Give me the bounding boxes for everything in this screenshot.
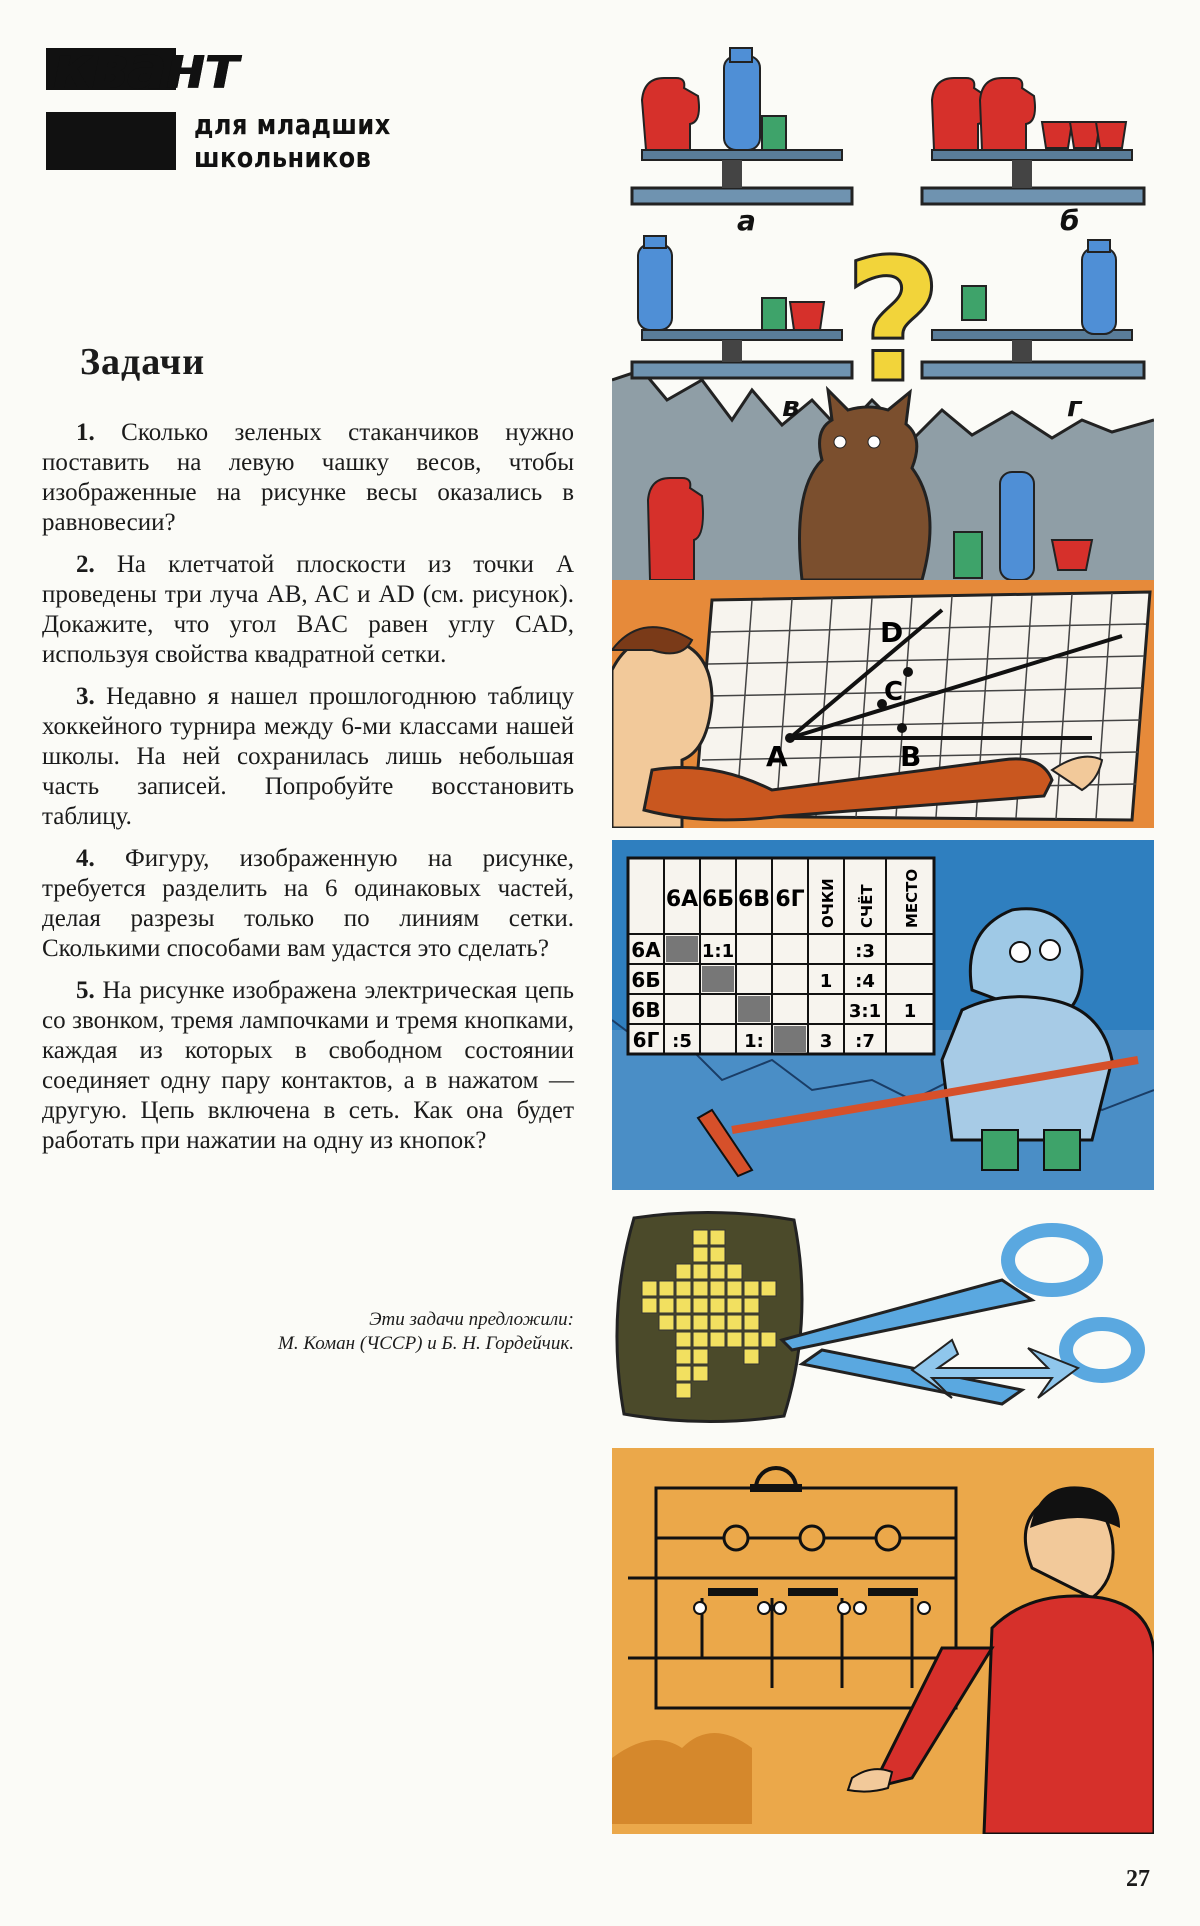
section-title: Задачи bbox=[80, 341, 206, 383]
figure-square bbox=[727, 1332, 742, 1347]
figure-square bbox=[693, 1298, 708, 1313]
figure-square bbox=[676, 1366, 691, 1381]
figure-square bbox=[727, 1281, 742, 1296]
figure-square bbox=[710, 1264, 725, 1279]
problem-1: 1. Сколько зеленых стаканчиков нужно поставить на левую чашку весов, чтобы изображенные на рисунке весы оказались в равновесии? bbox=[42, 419, 574, 536]
table-cell: 1: bbox=[744, 1031, 764, 1052]
table-header: 6Б bbox=[701, 887, 735, 912]
hockey-table-illustration bbox=[612, 840, 1154, 1190]
problem-3: 3. Недавно я нашел прошлогоднюю таблицу хоккейного турнира между 6-ми классами нашей школы. На ней сохранилась лишь небольшая часть записей. Попробуйте восстановить таблицу. bbox=[42, 683, 575, 830]
point-A: A bbox=[766, 740, 788, 773]
figure-square bbox=[676, 1349, 691, 1364]
table-header: ОЧКИ bbox=[819, 878, 837, 928]
table-cell: 3 bbox=[819, 1031, 833, 1052]
label-a: а bbox=[737, 204, 756, 237]
diagonal-cell bbox=[666, 936, 698, 962]
table-header: 6Г bbox=[775, 887, 805, 912]
table-header: СЧЁТ bbox=[858, 884, 876, 928]
figure-square bbox=[744, 1332, 759, 1347]
figure-square bbox=[676, 1298, 691, 1313]
point-B: B bbox=[900, 740, 922, 773]
figure-square bbox=[693, 1247, 708, 1262]
table-cell: 6Б bbox=[631, 968, 661, 992]
table-cell: :3 bbox=[855, 941, 875, 962]
label-g: г bbox=[1067, 390, 1082, 423]
table-cell: 1:1 bbox=[701, 941, 735, 962]
button-icons bbox=[708, 1588, 918, 1596]
table-cell: 6Г bbox=[632, 1028, 660, 1052]
table-cell: 1 bbox=[819, 971, 833, 992]
figure-square bbox=[676, 1315, 691, 1330]
figure-square bbox=[761, 1332, 776, 1347]
credit-line-1: Эти задачи предложили: bbox=[369, 1309, 574, 1330]
figure-square bbox=[744, 1315, 759, 1330]
table-cell: :4 bbox=[855, 971, 875, 992]
table-cell: 1 bbox=[903, 1001, 917, 1022]
figure-square bbox=[659, 1281, 674, 1296]
figure-square bbox=[744, 1298, 759, 1313]
figure-scissors-illustration bbox=[612, 1200, 1154, 1430]
figure-square bbox=[693, 1315, 708, 1330]
logo-block-bottom bbox=[46, 112, 176, 170]
figure-square bbox=[727, 1315, 742, 1330]
logo-subtitle: для младших школьников bbox=[194, 108, 391, 174]
figure-square bbox=[659, 1298, 674, 1313]
figure-square bbox=[693, 1332, 708, 1347]
label-v: в bbox=[782, 390, 800, 423]
diagonal-cell bbox=[774, 1026, 806, 1052]
table-header: 6В bbox=[737, 887, 771, 912]
figure-square bbox=[744, 1281, 759, 1296]
figure-square bbox=[642, 1298, 657, 1313]
figure-square bbox=[676, 1281, 691, 1296]
figure-square bbox=[710, 1315, 725, 1330]
diagonal-cell bbox=[702, 966, 734, 992]
figure-square bbox=[727, 1298, 742, 1313]
table-cell: 6А bbox=[631, 938, 661, 962]
table-header: МЕСТО bbox=[903, 868, 921, 928]
problem-2: 2. На клетчатой плоскости из точки A проведены три луча AB, AC и AD (см. рисунок). Докажите, что угол BAC равен углу CAD, используя свойства квадратной сетки. bbox=[42, 551, 574, 668]
figure-square bbox=[676, 1383, 691, 1398]
figure-square bbox=[710, 1230, 725, 1245]
figure-square bbox=[659, 1315, 674, 1330]
figure-square bbox=[693, 1281, 708, 1296]
diagonal-cell bbox=[738, 996, 770, 1022]
problem-list bbox=[42, 418, 574, 1168]
point-D: D bbox=[880, 616, 904, 649]
table-cell: :7 bbox=[855, 1031, 875, 1052]
question-mark: ? bbox=[844, 223, 943, 421]
figure-square bbox=[710, 1298, 725, 1313]
figure-square bbox=[744, 1349, 759, 1364]
scales-illustration bbox=[612, 40, 1154, 580]
figure-square bbox=[693, 1264, 708, 1279]
figure-square bbox=[761, 1281, 776, 1296]
credit-line-2: М. Коман (ЧССР) и Б. Н. Гордейчик. bbox=[278, 1333, 574, 1354]
figure-square bbox=[693, 1349, 708, 1364]
magazine-logo bbox=[46, 33, 566, 174]
figure-square bbox=[676, 1332, 691, 1347]
figure-square bbox=[693, 1230, 708, 1245]
figure-square bbox=[710, 1281, 725, 1296]
figure-square bbox=[710, 1332, 725, 1347]
figure-square bbox=[710, 1247, 725, 1262]
logo-word: квант bbox=[52, 33, 238, 103]
table-cell: 6В bbox=[631, 998, 661, 1022]
problem-5: 5. На рисунке изображена электрическая цепь со звонком, тремя лампочками и тремя кнопками, каждая из которых в свободном состоянии соединяет одну пару контактов, а в нажатом — другую. Цепь включена в сеть. Как она будет работать при нажатии на одну из кнопок? bbox=[42, 977, 575, 1154]
table-header: 6А bbox=[665, 887, 699, 912]
circuit-illustration bbox=[612, 1448, 1154, 1834]
grid-rays-illustration bbox=[612, 580, 1154, 828]
figure-square bbox=[676, 1264, 691, 1279]
problem-4: 4. Фигуру, изображенную на рисунке, требуется разделить на 6 одинаковых частей, делая разрезы только по линиям сетки. Сколькими способами вам удастся это сделать? bbox=[42, 845, 574, 962]
credit bbox=[42, 1308, 574, 1356]
point-C: C bbox=[884, 677, 904, 707]
page-number: 27 bbox=[1126, 1866, 1150, 1892]
figure-square bbox=[642, 1281, 657, 1296]
figure-square bbox=[693, 1366, 708, 1381]
table-cell: 3:1 bbox=[848, 1001, 882, 1022]
table-cell: :5 bbox=[672, 1031, 692, 1052]
figure-square bbox=[727, 1264, 742, 1279]
label-b: б bbox=[1060, 204, 1080, 237]
